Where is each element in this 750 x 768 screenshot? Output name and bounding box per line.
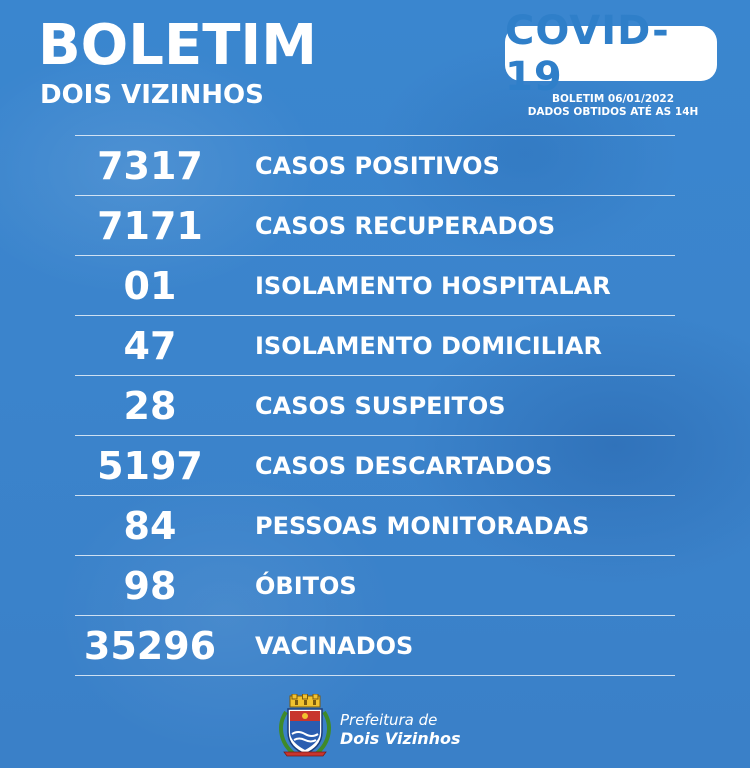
stat-label: CASOS POSITIVOS [255,151,500,180]
stat-value: 7171 [97,203,203,248]
stat-row [75,555,675,615]
stat-value: 28 [123,383,177,428]
stat-value: 98 [123,563,177,608]
stat-label: CASOS SUSPEITOS [255,391,506,420]
stats-table [75,135,675,676]
stat-label: ÓBITOS [255,571,357,600]
logo-text-city: Dois Vizinhos [340,729,461,748]
bulletin-date: BOLETIM 06/01/2022 [551,93,675,105]
municipal-crest-icon [276,694,334,758]
city-name: DOIS VIZINHOS [40,80,264,110]
stat-row [75,135,675,195]
stat-label: CASOS RECUPERADOS [255,211,556,240]
logo-text-prefeitura: Prefeitura de [340,711,438,729]
stat-value: 47 [123,323,177,368]
stat-value: 5197 [97,443,203,488]
stat-row [75,495,675,555]
stat-label: ISOLAMENTO HOSPITALAR [255,271,611,300]
stat-row [75,255,675,315]
stat-value: 35296 [83,623,217,668]
stat-row [75,615,675,676]
stat-row [75,435,675,495]
stat-value: 01 [123,263,177,308]
prefeitura-logo [276,694,486,758]
stat-label: CASOS DESCARTADOS [255,451,553,480]
stat-label: PESSOAS MONITORADAS [255,511,590,540]
covid-badge: COVID-19 [505,26,717,81]
stat-value: 84 [123,503,177,548]
stat-value: 7317 [97,143,203,188]
page-title: BOLETIM [38,13,317,78]
stat-row [75,195,675,255]
stat-row [75,315,675,375]
data-note: DADOS OBTIDOS ATÉ AS 14H [527,106,699,118]
stat-label: ISOLAMENTO DOMICILIAR [255,331,602,360]
stat-label: VACINADOS [255,631,414,660]
stat-row [75,375,675,435]
